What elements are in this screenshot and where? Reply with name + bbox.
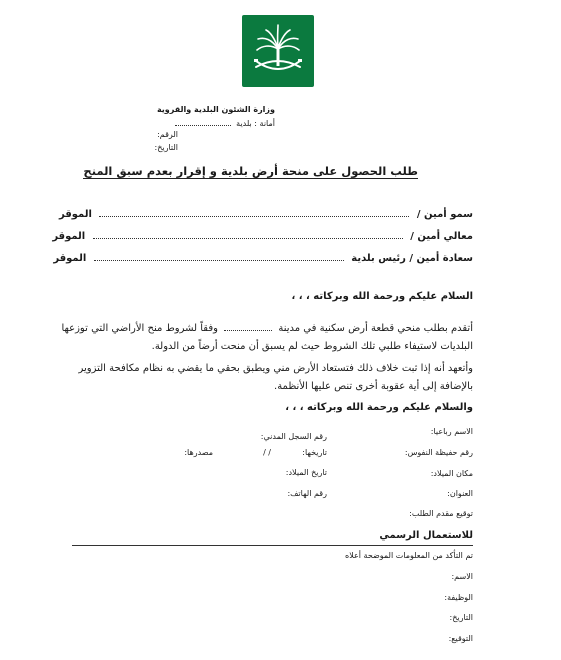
official-name: الاسم: [451, 572, 473, 581]
field-birth-date: تاريخ الميلاد: [285, 468, 327, 477]
field-address: العنوان: [447, 489, 473, 498]
field-signature: توقيع مقدم الطلب: [409, 509, 473, 518]
palm-swords-icon [242, 15, 314, 87]
date-label: التاريخ: [154, 143, 178, 152]
field-phone: رقم الهاتف: [287, 489, 327, 498]
official-divider [72, 545, 473, 546]
greeting: السلام عليكم ورحمة الله وبركاته ، ، ، [291, 291, 473, 302]
number-label: الرقم: [157, 130, 178, 139]
official-signature: التوقيع: [448, 634, 473, 643]
official-verified: تم التأكد من المعلومات الموضحة أعلاه [345, 551, 473, 560]
addressee-1: سمو أمين / الموقر [58, 209, 473, 220]
field-birth-place: مكان الميلاد: [430, 469, 473, 478]
body-line-1: أتقدم بطلب منحي قطعة أرض سكنية في مدينة وفقاً لشروط منح الأراضي التي توزعها [61, 323, 473, 334]
addressee-3: سعادة أمين / رئيس بلدية الموقر [53, 253, 473, 264]
ministry-name: وزارة الشئون البلدية والقروية [156, 105, 275, 114]
saudi-emblem-logo [242, 15, 314, 87]
field-issue-date: تاريخها: [302, 448, 327, 457]
field-family-card: رقم حفيظة النفوس: [404, 448, 473, 457]
addressee-2: معالي أمين / الموقر [52, 231, 473, 242]
field-date-slashes: / / [263, 448, 271, 457]
field-issue-place: مصدرها: [184, 448, 213, 457]
closing-greeting: والسلام عليكم ورحمة الله وبركاته ، ، ، [285, 402, 473, 413]
field-name: الاسم رباعيا: [430, 427, 473, 436]
body-line-4: بالإضافة إلى أية عقوبة أخرى تنص عليها الأنظمة. [274, 381, 473, 392]
body-line-2: البلديات لاستيفاء طلبي تلك الشروط حيث لم يسبق أن منحت أرضاً من الدولة. [151, 341, 473, 352]
body-line-3: وأتعهد أنه إذا ثبت خلاف ذلك فتستعاد الأرض مني ويطبق بحقي ما يقضي به نظام مكافحة التزوير [78, 363, 473, 374]
amana-label: أمانة : بلدية [175, 117, 275, 128]
form-title: طلب الحصول على منحة أرض بلدية و إقرار بعدم سبق المنح [83, 164, 418, 178]
field-civil-reg: رقم السجل المدني: [260, 432, 327, 441]
official-date: التاريخ: [449, 613, 473, 622]
official-job: الوظيفة: [444, 593, 473, 602]
official-heading: للاستعمال الرسمي [379, 530, 473, 541]
